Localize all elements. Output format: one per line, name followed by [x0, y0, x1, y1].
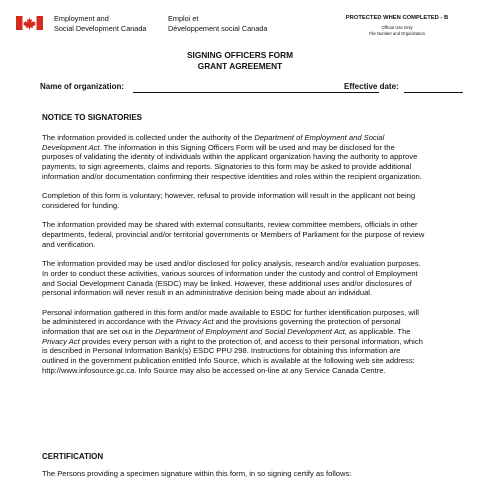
notice-body: [42, 133, 428, 385]
canada-flag-icon: [16, 16, 43, 30]
dept-fr-line2: Développement social Canada: [168, 23, 268, 33]
notice-paragraph-2: Completion of this form is voluntary; however, refusal to provide information will result in the applicant not being considered for funding.: [42, 191, 416, 210]
flag-right-bar: [37, 16, 44, 30]
department-name-en: [54, 14, 146, 33]
organization-label: Name of organization:: [40, 82, 125, 91]
page-header: [16, 14, 464, 48]
notice-paragraph-4: The information provided may be used and/or disclosed for policy analysis, research and/or evaluation purposes. In order to conduct these activities, various sources of information under the custody and control of Employment and Social Development Canada (ESDC) may be linked. However, these additional uses and/or disclosures of personal information will never result in an administrative decision being made about an individual.: [42, 259, 421, 298]
notice-paragraph-3: The information provided may be shared with external consultants, review committee members, officials in other departments, federal, provincial and/or territorial governments or Members of Parliament for the purpose of review and verification.: [42, 220, 425, 249]
dept-en-line1: Employment and: [54, 14, 109, 23]
protected-label: PROTECTED WHEN COMPLETED - B: [345, 15, 449, 21]
notice-paragraph-5: Personal information gathered in this form and/or made available to ESDC for further identification purposes, will be administered in accordance with the Privacy Act and the provisions governing the protection of personal information that are set out in the Department of Employment and Social Development Act, as applicable. The Privacy Act provides every person with a right to the protection of, and access to their personal information, which is described in Personal Information Bank(s) ESDC PPU 298. Instructions for obtaining this information are outlined in the government publication entitled Info Source, which is available at the following web site address: http://www.infosource.gc.ca. Info Source may also be accessed on-line at any Service Canada Centre.: [42, 307, 423, 375]
maple-leaf: [23, 18, 36, 30]
certification-text: The Persons providing a specimen signature within this form, in so signing certify as follows:: [42, 469, 352, 478]
dept-en-line2: Social Development Canada: [54, 23, 147, 33]
organization-field[interactable]: [133, 92, 379, 93]
form-title-line2: GRANT AGREEMENT: [197, 60, 283, 71]
flag-left-bar: [16, 16, 23, 30]
official-use-label: Official Use Only: [381, 25, 413, 30]
notice-paragraph-1: The information provided is collected under the authority of the Department of Employment and Social Development Act. The information in this Signing Officers Form will be used and may be disclosed for the purposes of validating the identity of individuals within the applicant organization having the authority to approve payments, to sign agreements, claims and reports. Signatories to this form may be asked to provide additional information and/or documentation confirming their respective identities and roles within the recipient organization.: [42, 133, 422, 181]
effective-date-field[interactable]: [404, 92, 463, 93]
form-title-line1: SIGNING OFFICERS FORM: [186, 50, 294, 60]
effective-date-label: Effective date:: [344, 82, 399, 91]
certification-heading: CERTIFICATION: [42, 452, 104, 461]
form-title: [0, 50, 480, 71]
protected-block: [332, 15, 462, 36]
organization-row: [40, 82, 464, 96]
dept-fr-line1: Emploi et: [168, 14, 199, 23]
notice-heading: NOTICE TO SIGNATORIES: [42, 113, 143, 122]
department-name-fr: [168, 14, 267, 33]
file-number-label: File Number and Organization: [369, 30, 425, 36]
